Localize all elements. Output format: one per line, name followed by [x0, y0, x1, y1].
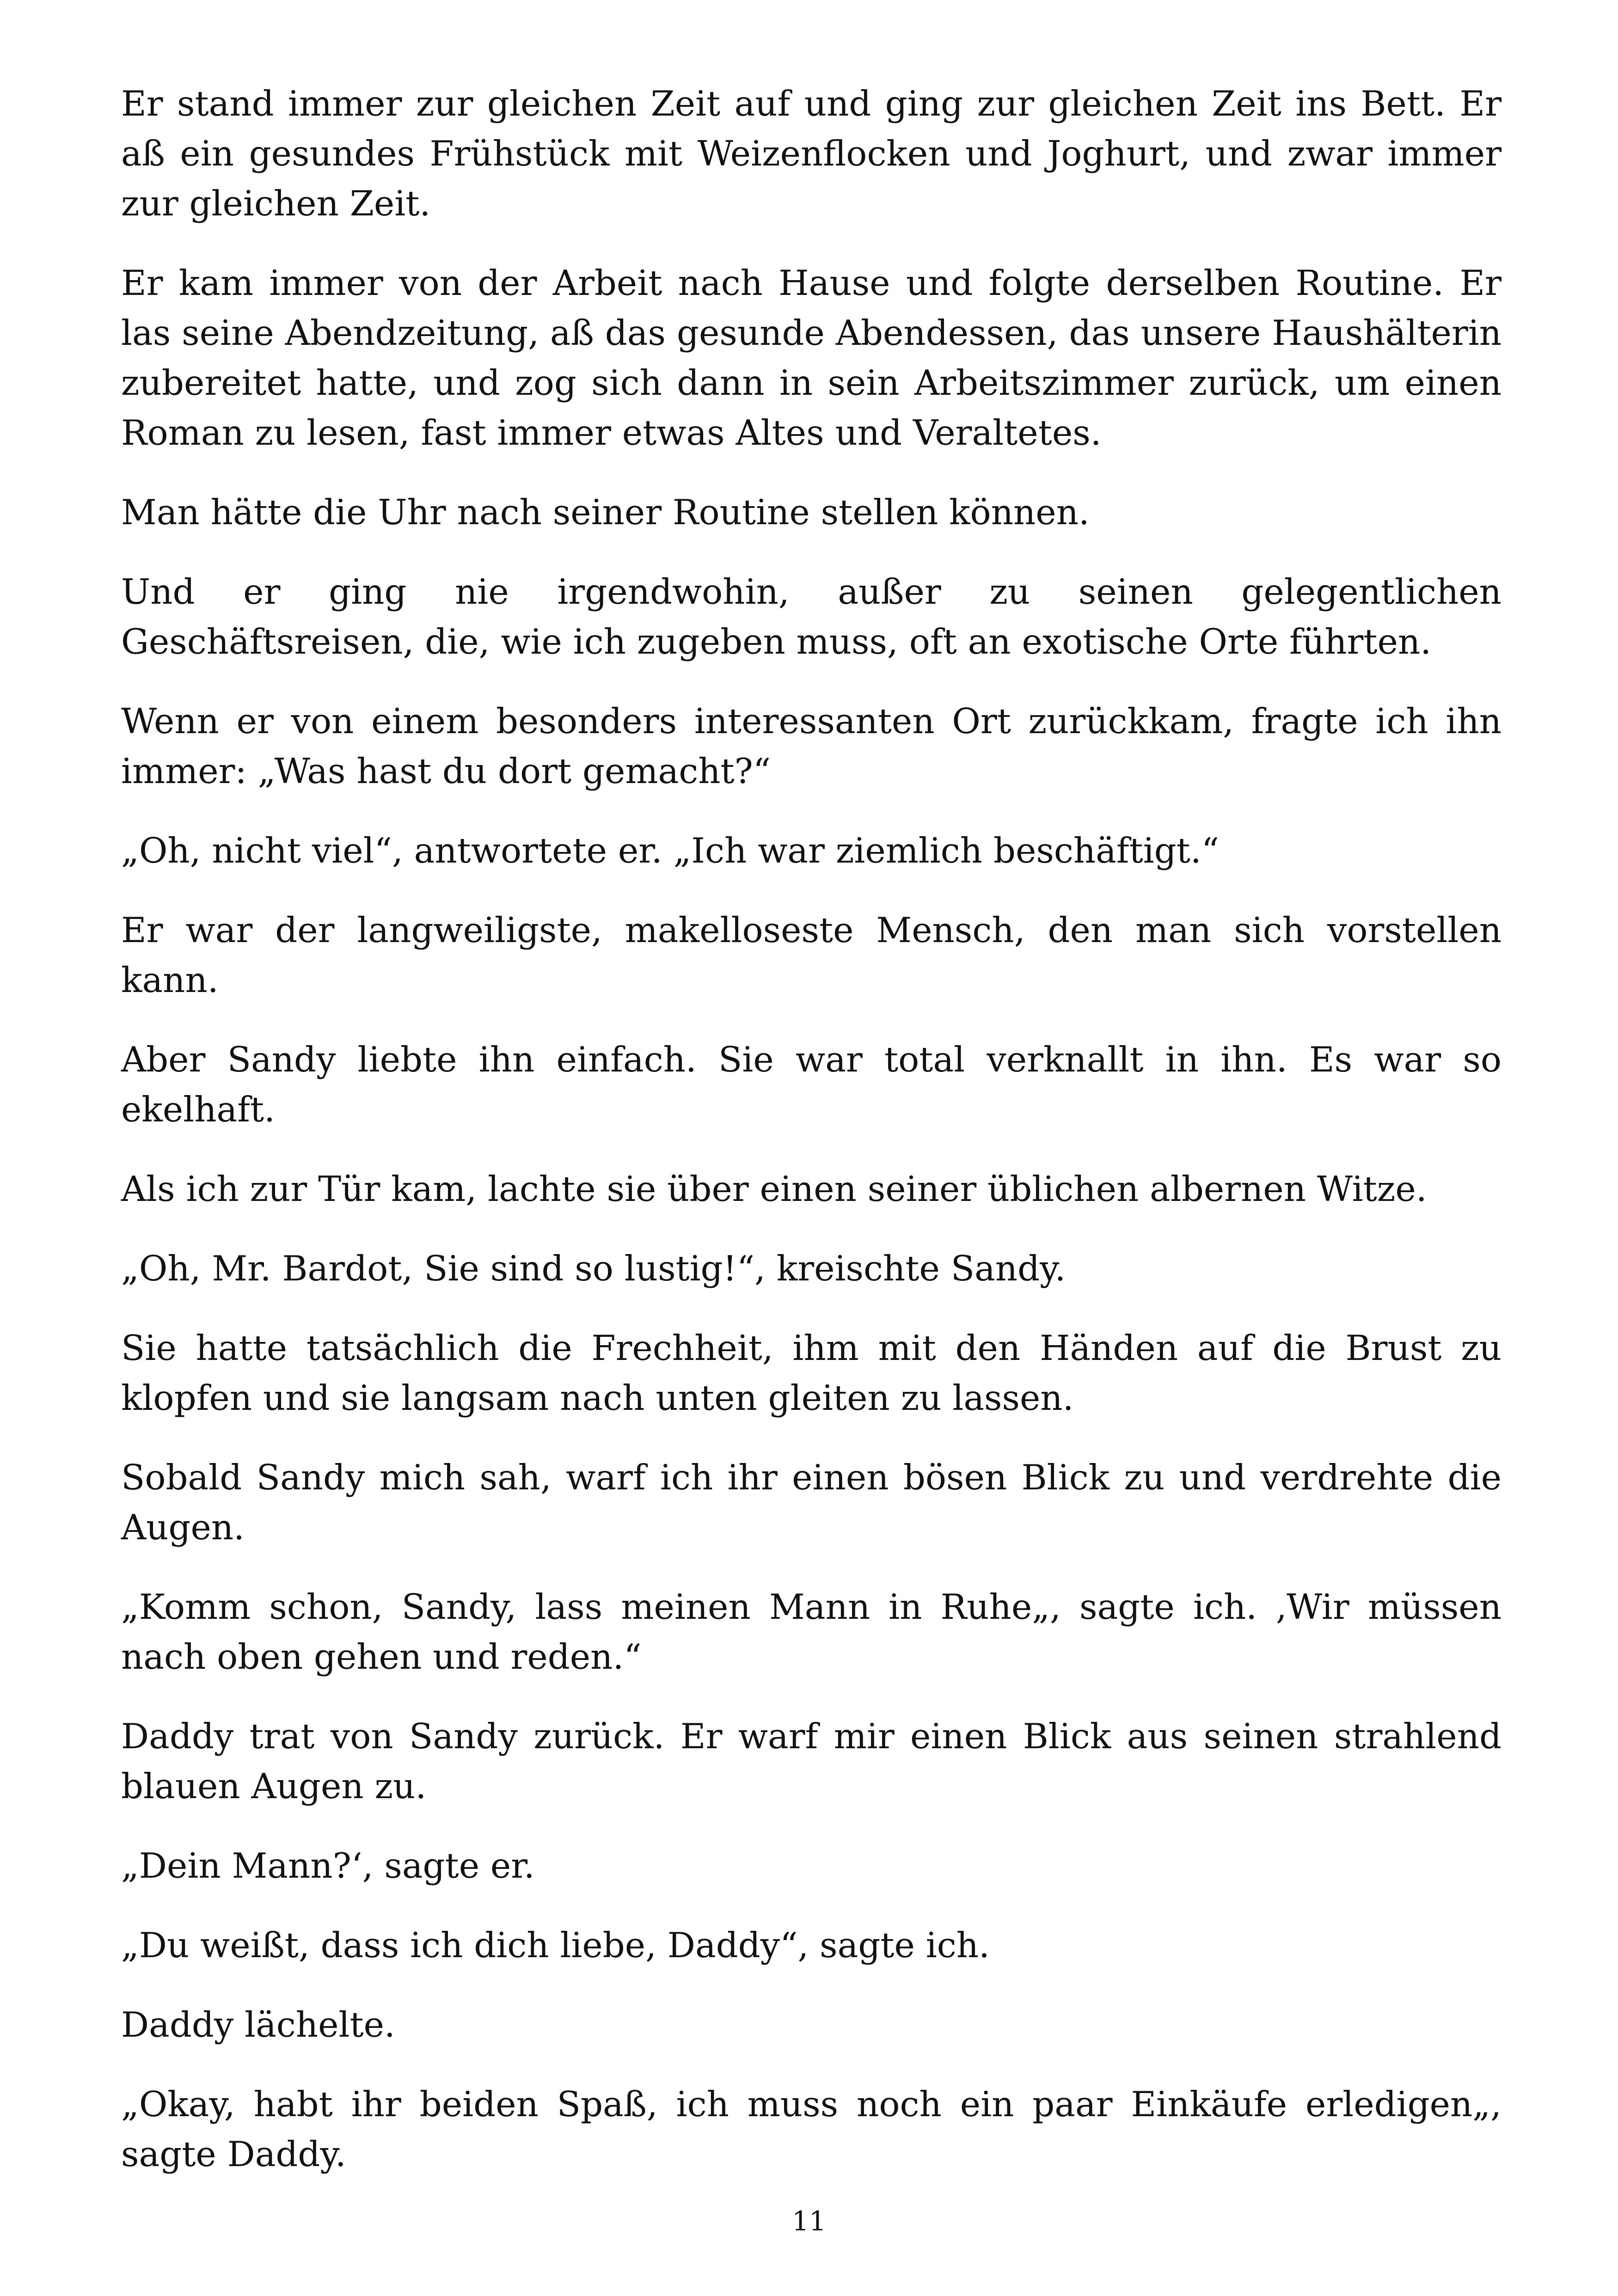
paragraph-7: Er war der langweiligste, makelloseste Mensch, den man sich vorstellen kann.: [121, 910, 1502, 1000]
paragraph-2: Er kam immer von der Arbeit nach Hause und folgte derselben Routine. Er las seine Abendzeitung, aß das gesunde Abendessen, das unsere Haushälterin zubereitet hatte, und zog sich dann in sein Arbeitszimmer zurück, um einen Roman zu lesen, fast immer etwas Altes und Veraltetes.: [121, 263, 1502, 453]
paragraph-12: Sobald Sandy mich sah, warf ich ihr einen bösen Blick zu und verdrehte die Augen.: [121, 1457, 1502, 1548]
paragraph-9: Als ich zur Tür kam, lachte sie über einen seiner üblichen albernen Witze.: [121, 1169, 1427, 1209]
paragraph-5: Wenn er von einem besonders interessanten Ort zurückkam, fragte ich ihn immer: „Was hast du dort gemacht?“: [121, 701, 1502, 791]
paragraph-13: „Komm schon, Sandy, lass meinen Mann in Ruhe„, sagte ich. ‚Wir müssen nach oben gehen und reden.“: [121, 1586, 1502, 1677]
paragraph-8: Aber Sandy liebte ihn einfach. Sie war total verknallt in ihn. Es war so ekelhaft.: [121, 1039, 1502, 1130]
paragraph-1: Er stand immer zur gleichen Zeit auf und ging zur gleichen Zeit ins Bett. Er aß ein gesundes Frühstück mit Weizenflocken und Joghurt, und zwar immer zur gleichen Zeit.: [121, 83, 1502, 224]
paragraph-15: „Dein Mann?‘, sagte er.: [121, 1845, 535, 1886]
paragraph-6: „Oh, nicht viel“, antwortete er. „Ich war ziemlich beschäftigt.“: [121, 830, 1220, 871]
paragraph-11: Sie hatte tatsächlich die Frechheit, ihm mit den Händen auf die Brust zu klopfen und sie langsam nach unten gleiten zu lassen.: [121, 1328, 1502, 1418]
paragraph-18: „Okay, habt ihr beiden Spaß, ich muss noch ein paar Einkäufe erledigen„, sagte Daddy.: [121, 2084, 1502, 2174]
page-number: 11: [792, 2205, 826, 2237]
paragraph-10: „Oh, Mr. Bardot, Sie sind so lustig!“, kreischte Sandy.: [121, 1248, 1066, 1289]
paragraph-4: Und er ging nie irgendwohin, außer zu seinen gelegentlichen Geschäftsreisen, die, wie ich zugeben muss, oft an exotische Orte führten.: [121, 571, 1502, 662]
paragraph-16: „Du weißt, dass ich dich liebe, Daddy“, sagte ich.: [121, 1925, 990, 1965]
paragraph-17: Daddy lächelte.: [121, 2004, 395, 2045]
body-text: [121, 79, 1502, 2209]
paragraph-3: Man hätte die Uhr nach seiner Routine stellen können.: [121, 492, 1090, 533]
paragraph-14: Daddy trat von Sandy zurück. Er warf mir einen Blick aus seinen strahlend blauen Augen zu.: [121, 1716, 1502, 1806]
